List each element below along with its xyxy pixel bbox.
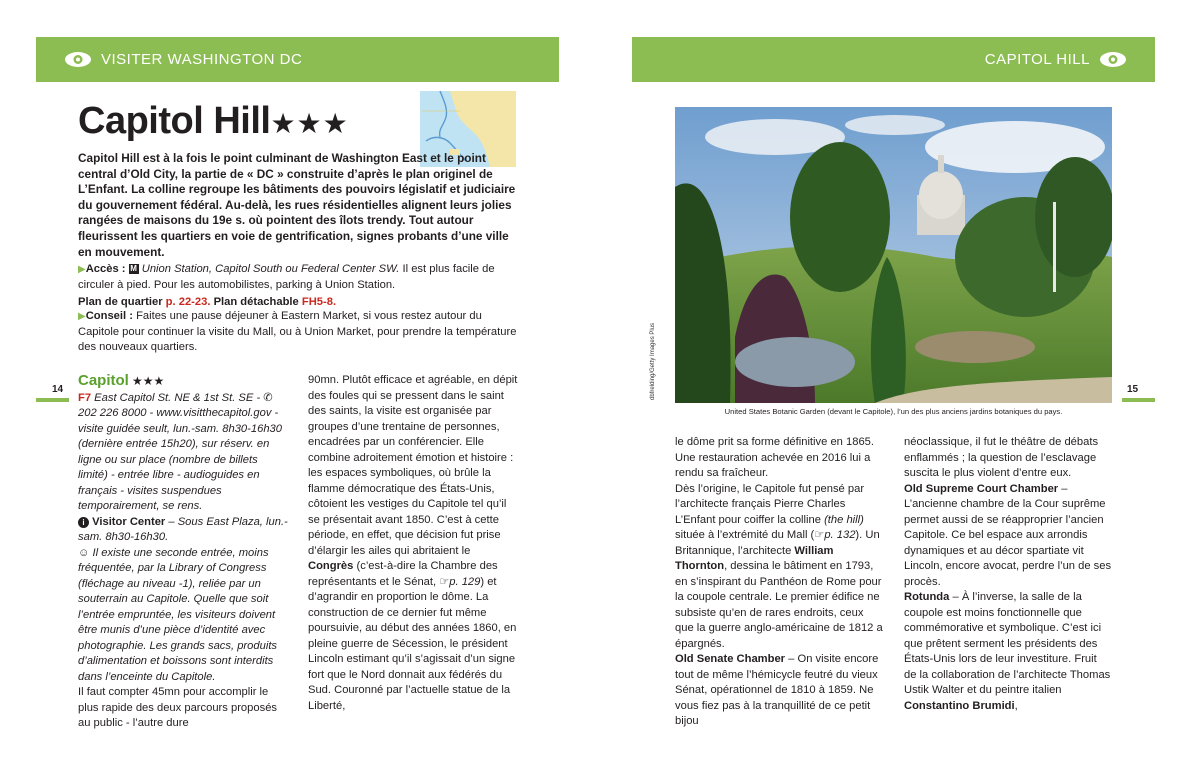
triangle-bullet-icon: ▶ (78, 264, 86, 275)
phone-icon: ✆ (263, 391, 273, 404)
capitol-column (78, 373, 288, 732)
metro-icon: M (130, 264, 137, 273)
page-marker-left (36, 398, 69, 402)
eye-icon (64, 51, 92, 68)
old-senate-heading: Old Senate Chamber (675, 653, 786, 665)
brumidi-name: Constantino Brumidi (904, 699, 1015, 712)
entrance-note: ☺ Il existe une seconde entrée, moins fréquentée, par la Library of Congress (fléchage au niveau -1), reliée par un souterrain au Capitole. Quelle que soit l’entrée empruntée, les visiteurs doivent être munis d’une pièce d’identité avec photographie. Les grands sacs, produits d’alimentation et boissons sont interdits dans l’enceinte du Capitole. (78, 546, 278, 683)
triangle-bullet-icon: ▶ (78, 311, 86, 323)
page-number-left: 14 (52, 384, 64, 395)
eye-icon (1099, 51, 1127, 68)
practical-info (78, 262, 518, 355)
capitol-heading: Capitol ★★★ (78, 372, 165, 389)
page-number-right: 15 (1127, 384, 1139, 395)
old-court-heading: Old Supreme Court Chamber (904, 482, 1059, 495)
see-icon: ☞ (814, 529, 825, 541)
access-line: ▶Accès : M Union Station, Capitol South ou Federal Center SW. Il est plus facile de circuler à pied. Pour les automobilistes, parking à Union Station. (78, 263, 495, 291)
detach-map-link[interactable]: FH5-8. (301, 295, 337, 308)
history-column: le dôme prit sa forme définitive en 1865. Une restauration achevée en 2016 lui a rendu sa fraîcheur. Dès l’origine, le Capitole fut pensé par l’architecte français Pierre Charles L’Enfant pour coiffer la colline (the hill) située à l’extrémité du Mall (☞p. 132). Un Britannique, l’architecte William Thornton, dessina le bâtiment en 1793, en s’inspirant du Panthéon de Rome pour la coupole centrale. Le premier édifice ne subsiste qu’en de rares endroits, ceux que la guerre anglo-américaine de 1812 a épargnés. Old Senate Chamber – On visite encore tout de même l’hémicycle feutré du vieux Sénat, opérationnel de 1810 à 1859. Ne vous fiez pas à la tranquillité de ce petit bijou (675, 436, 883, 727)
title-stars: ★★★ (270, 108, 349, 139)
congress-term: Congrès (308, 560, 354, 572)
right-banner-label: CAPITOL HILL (984, 51, 1090, 68)
info-icon: i (78, 517, 89, 528)
page-ref-link[interactable]: p. 129 (449, 575, 481, 588)
see-icon: ☞ (439, 575, 450, 588)
page-title: Capitol Hill★★★ (78, 100, 349, 142)
visitor-center: i Visitor Center – Sous East Plaza, lun.-sam. 8h30-16h30. (78, 515, 288, 543)
left-banner-label: VISITER WASHINGTON DC (101, 51, 303, 68)
right-page-banner (632, 37, 1155, 82)
photo-caption: United States Botanic Garden (devant le Capitole), l’un des plus anciens jardins botaniques du pays. (724, 407, 1063, 416)
capitol-body: Il faut compter 45mn pour accomplir le plus rapide des deux parcours proposés au public - l’autre dure (78, 686, 278, 729)
plan-line: Plan de quartier p. 22-23. Plan détachable FH5-8. (78, 295, 337, 308)
metro-stations: Union Station, Capitol South ou Federal Center SW. (141, 263, 400, 275)
map-ref-link[interactable]: F7 (78, 391, 92, 404)
rotunda-heading: Rotunda (904, 591, 950, 603)
page-ref-link[interactable]: p. 132 (824, 529, 856, 541)
advice-line: ▶Conseil : Faites une pause déjeuner à Eastern Market, si vous restez autour du Capitole pour continuer la visite du Mall, ou à Union Market, pour prendre la température des nouveaux quartiers. (78, 310, 517, 353)
capitol-column-2: 90mn. Plutôt efficace et agréable, en dépit des foules qui se pressent dans le saint des saints, la visite est organisée par groupes d’une trentaine de personnes, encadrées par un conférencier. Elle combine adroitement émotion et histoire : les espaces symboliques, où brûle la flamme démocratique des États-Unis, côtoient les vestiges du Capitole tel qu’il se présentait avant 1850. C’est à cette période, en effet, que décision fut prise d’élargir les ailes qui abritaient le Congrès (c’est-à-dire la Chambre des représentants et le Sénat, ☞p. 129) et d’agrandir en proportion le dôme. La construction de ce dernier fut même poursuivie, au début des années 1860, en pleine guerre de Sécession, le président Lincoln estimant qu’il s’agissait d’un signe fort que le Nord donnait aux fédérés du Sud. Couronné par l’actuelle statue de la Liberté, (308, 374, 518, 712)
access-text: Il est plus facile de circuler à pied. Pour les automobilistes, parking à Union Station. (78, 263, 495, 291)
photo-credit: dbfrelding/Getty Images Plus (650, 322, 656, 400)
capitol-practical: F7 East Capitol St. NE & 1st St. SE - ✆ 202 226 8000 - www.visitthecapitol.gov - visite guidée seult, lun.-sam. 8h30-16h30 (dernière entrée 15h20), sur réserv. en ligne ou sur place (nombre de billets limité) - entrée libre - audioguides en français - visites suspendues temporairement, se rens. (78, 391, 282, 512)
chambers-column: néoclassique, il fut le théâtre de débats enflammés ; la question de l’esclavage suscita le plus violent d’entre eux. Old Supreme Court Chamber – L’ancienne chambre de la Cour suprême permet aussi de se réapproprier l’ancien Capitole. Ce bel espace aux arrondis dynamiques et au décor spartiate vit Lincoln, encore avocat, perdre l’un de ses procès. Rotunda – À l’inverse, la salle de la coupole est moins fonctionnelle que commémorative et symbolique. C’est ici que prêtent serment les présidents des États-Unis lors de leur investiture. Fruit de la collaboration de l’architecte Thomas Ustik Walter et du peintre italien Constantino Brumidi, (904, 436, 1112, 712)
advice-text: Faites une pause déjeuner à Eastern Market, si vous restez autour du Capitole pour continuer la visite du Mall, ou à Union Market, pour prendre la température des nouveaux quartiers. (78, 310, 517, 353)
botanic-garden-photo (675, 107, 1112, 403)
plan-pages-link[interactable]: p. 22-23. (165, 295, 211, 308)
smiley-tip-icon: ☺ (78, 546, 90, 559)
left-page-banner (36, 37, 559, 82)
thornton-name: William Thornton (675, 544, 834, 572)
page-marker-right (1122, 398, 1155, 402)
intro-paragraph: Capitol Hill est à la fois le point culminant de Washington East et le point central d’Old City, la partie de « DC » construite d’après le plan originel de L’Enfant. La colline regroupe les bâtiments des pouvoirs législatif et judiciaire du gouvernement fédéral. Au-delà, les rues résidentielles alignent leurs jolies rangées de maisons du 19e s. où pointent des îlots trendy. Tout autour fleurissent les quartiers en voie de gentrification, signes probants d’une ville en mouvement. (78, 151, 516, 259)
